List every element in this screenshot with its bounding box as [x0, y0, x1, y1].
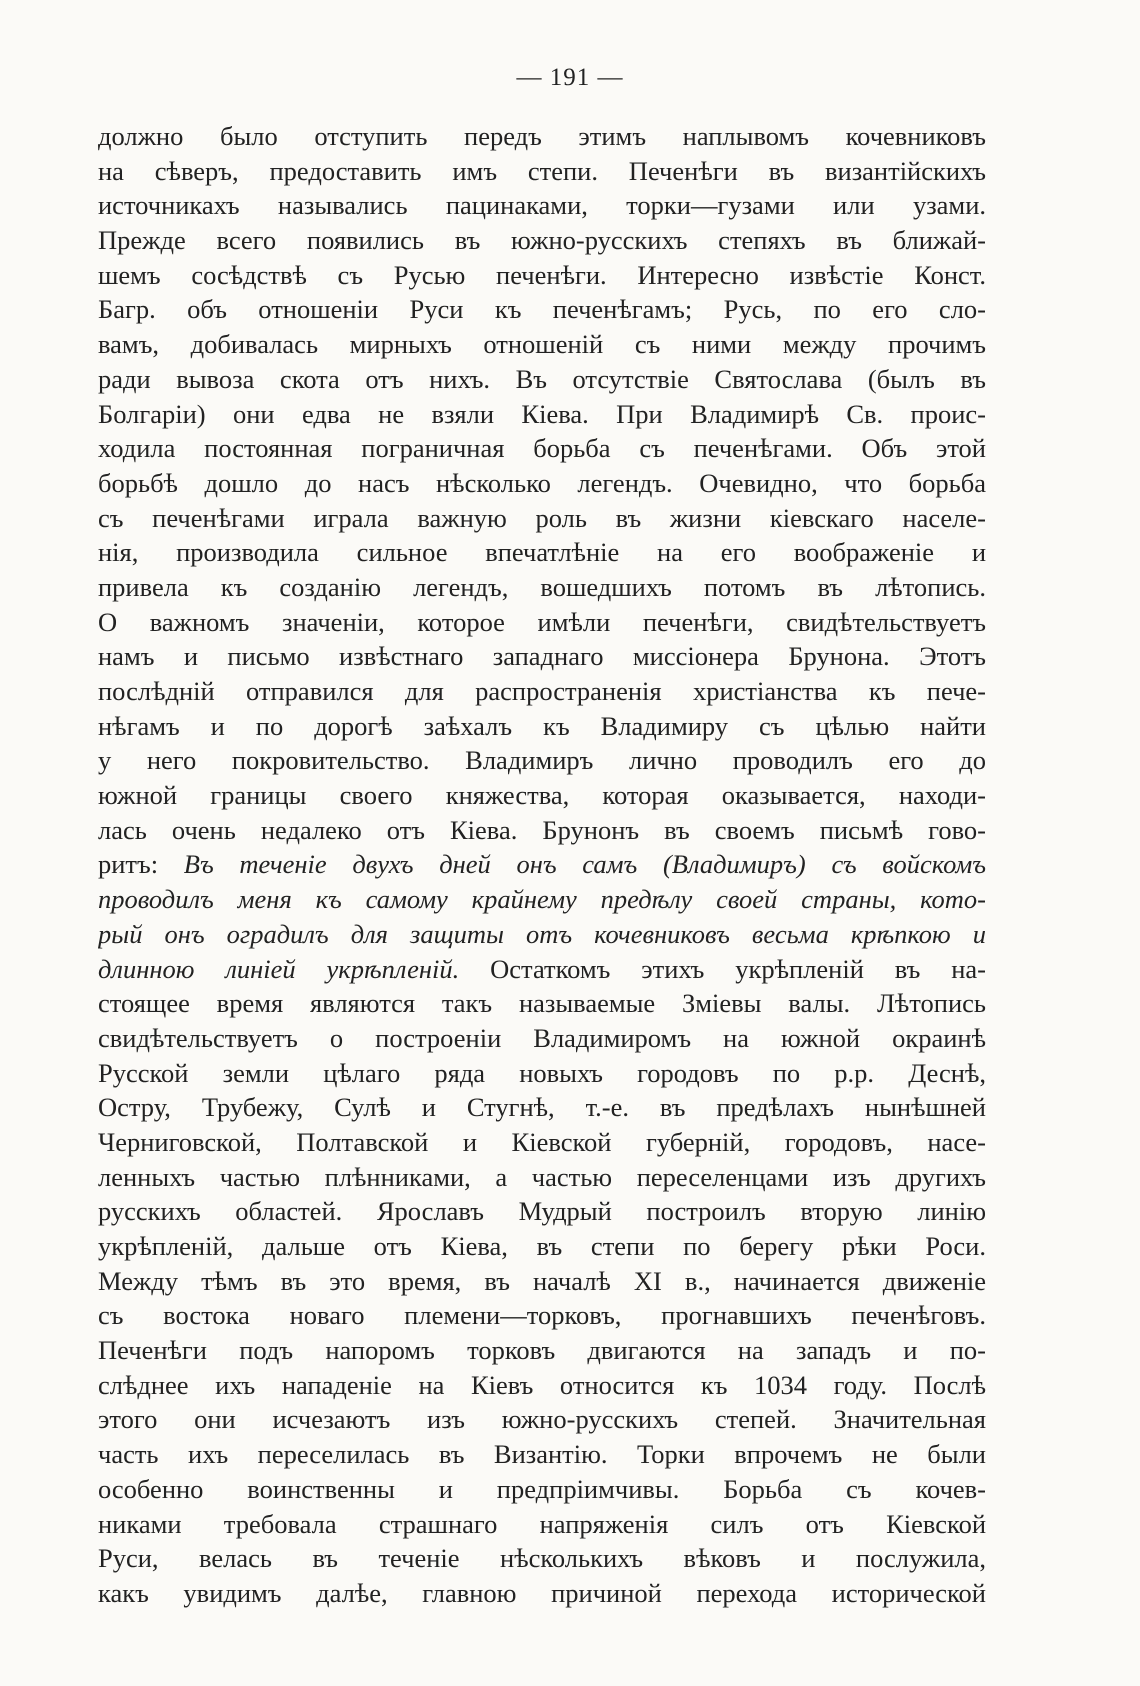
- quote-lead-in: ритъ:: [98, 849, 184, 880]
- text-line: у него покровительство. Владимиръ лично проводилъ его до: [98, 745, 986, 776]
- text-line: лась очень недалеко отъ Кіева. Брунонъ въ своемъ письмѣ гово-: [98, 814, 986, 845]
- text-line: укрѣпленій, дальше отъ Кіева, въ степи по берегу рѣки Роси.: [98, 1231, 986, 1261]
- text-line: какъ увидимъ далѣе, главною причиной перехода исторической: [98, 1577, 986, 1608]
- quote-italic-text: длинною линіей укрѣпленій.: [98, 953, 460, 984]
- text-line: съ печенѣгами играла важную роль въ жизни кіевскаго населе-: [98, 502, 986, 533]
- text-line: нія, производила сильное впечатлѣніе на его воображеніе и: [98, 537, 986, 568]
- text-line: Между тѣмъ въ это время, въ началѣ XI в., начинается движеніе: [98, 1265, 986, 1296]
- text-line: ходила постоянная пограничная борьба съ печенѣгами. Объ этой: [98, 433, 986, 464]
- text-line: на сѣверъ, предоставить имъ степи. Печенѣги въ византійскихъ: [98, 155, 986, 186]
- quote-tail: Остаткомъ этихъ укрѣпленій въ на-: [459, 953, 986, 984]
- text-line: стоящее время являются такъ называемые Зміевы валы. Лѣтопись: [98, 988, 986, 1019]
- text-line: Печенѣги подъ напоромъ торковъ двигаются на западъ и по-: [98, 1335, 986, 1366]
- text-line: слѣднее ихъ нападеніе на Кіевъ относится къ 1034 году. Послѣ: [98, 1369, 986, 1400]
- text-line: нѣгамъ и по дорогѣ заѣхалъ къ Владимиру съ цѣлью найти: [98, 710, 986, 741]
- text-line: шемъ сосѣдствѣ съ Русью печенѣги. Интересно извѣстіе Конст.: [98, 259, 986, 290]
- body-text: [98, 119, 986, 1611]
- text-line: должно было отступить передъ этимъ наплывомъ кочевниковъ: [98, 121, 986, 151]
- text-line: никами требовала страшнаго напряженія силъ отъ Кіевской: [98, 1508, 986, 1539]
- text-line: съ востока новаго племени—торковъ, прогнавшихъ печенѣговъ.: [98, 1300, 986, 1331]
- quote-italic-text: Въ теченіе двухъ дней онъ самъ (Владимиръ) съ войскомъ: [183, 849, 986, 880]
- text-line: свидѣтельствуетъ о построеніи Владимиромъ на южной окраинѣ: [98, 1022, 986, 1053]
- text-line: О важномъ значеніи, которое имѣли печенѣги, свидѣтельствуетъ: [98, 606, 986, 637]
- text-line: ради вывоза скота отъ нихъ. Въ отсутствіе Святослава (былъ въ: [98, 363, 986, 394]
- quote-line: [98, 847, 986, 882]
- text-line: Русской земли цѣлаго ряда новыхъ городовъ по р.р. Деснѣ,: [98, 1057, 986, 1088]
- text-line: часть ихъ переселилась въ Византію. Торки впрочемъ не были: [98, 1439, 986, 1470]
- text-line: привела къ созданію легендъ, вошедшихъ потомъ въ лѣтопись.: [98, 571, 986, 602]
- text-line: намъ и письмо извѣстнаго западнаго миссіонера Брунона. Этотъ: [98, 641, 986, 672]
- text-line: Болгаріи) они едва не взяли Кіева. При Владимирѣ Св. проис-: [98, 398, 986, 429]
- text-line: особенно воинственны и предпріимчивы. Борьба съ кочев-: [98, 1473, 986, 1504]
- text-line: Багр. объ отношеніи Руси къ печенѣгамъ; Русь, по его сло-: [98, 294, 986, 325]
- text-line: Остру, Трубежу, Сулѣ и Стугнѣ, т.-е. въ предѣлахъ нынѣшней: [98, 1092, 986, 1123]
- text-line: борьбѣ дошло до насъ нѣсколько легендъ. Очевидно, что борьба: [98, 467, 986, 498]
- text-line: этого они исчезаютъ изъ южно-русскихъ степей. Значительная: [98, 1404, 986, 1435]
- text-line: источникахъ назывались пацинаками, торки—гузами или узами.: [98, 190, 986, 221]
- text-line: ленныхъ частью плѣнниками, а частью переселенцами изъ другихъ: [98, 1161, 986, 1192]
- text-line: Руси, велась въ теченіе нѣсколькихъ вѣковъ и послужила,: [98, 1543, 986, 1574]
- page-number: — 191 —: [516, 64, 624, 91]
- text-line: Прежде всего появились въ южно-русскихъ степяхъ въ ближай-: [98, 225, 986, 256]
- quote-line: рый онъ оградилъ для защиты отъ кочевниковъ весьма крѣпкою и: [98, 918, 986, 949]
- text-line: вамъ, добивалась мирныхъ отношеній съ ними между прочимъ: [98, 329, 986, 360]
- text-line: русскихъ областей. Ярославъ Мудрый построилъ вторую линію: [98, 1196, 986, 1227]
- quote-line: проводилъ меня къ самому крайнему предѣлу своей страны, кото-: [98, 884, 986, 915]
- text-line: послѣдній отправился для распространенія христіанства къ пече-: [98, 676, 986, 706]
- quote-line: [98, 952, 986, 987]
- text-line: южной границы своего княжества, которая оказывается, находи-: [98, 780, 986, 811]
- text-line: Черниговской, Полтавской и Кіевской губерній, городовъ, насе-: [98, 1126, 986, 1157]
